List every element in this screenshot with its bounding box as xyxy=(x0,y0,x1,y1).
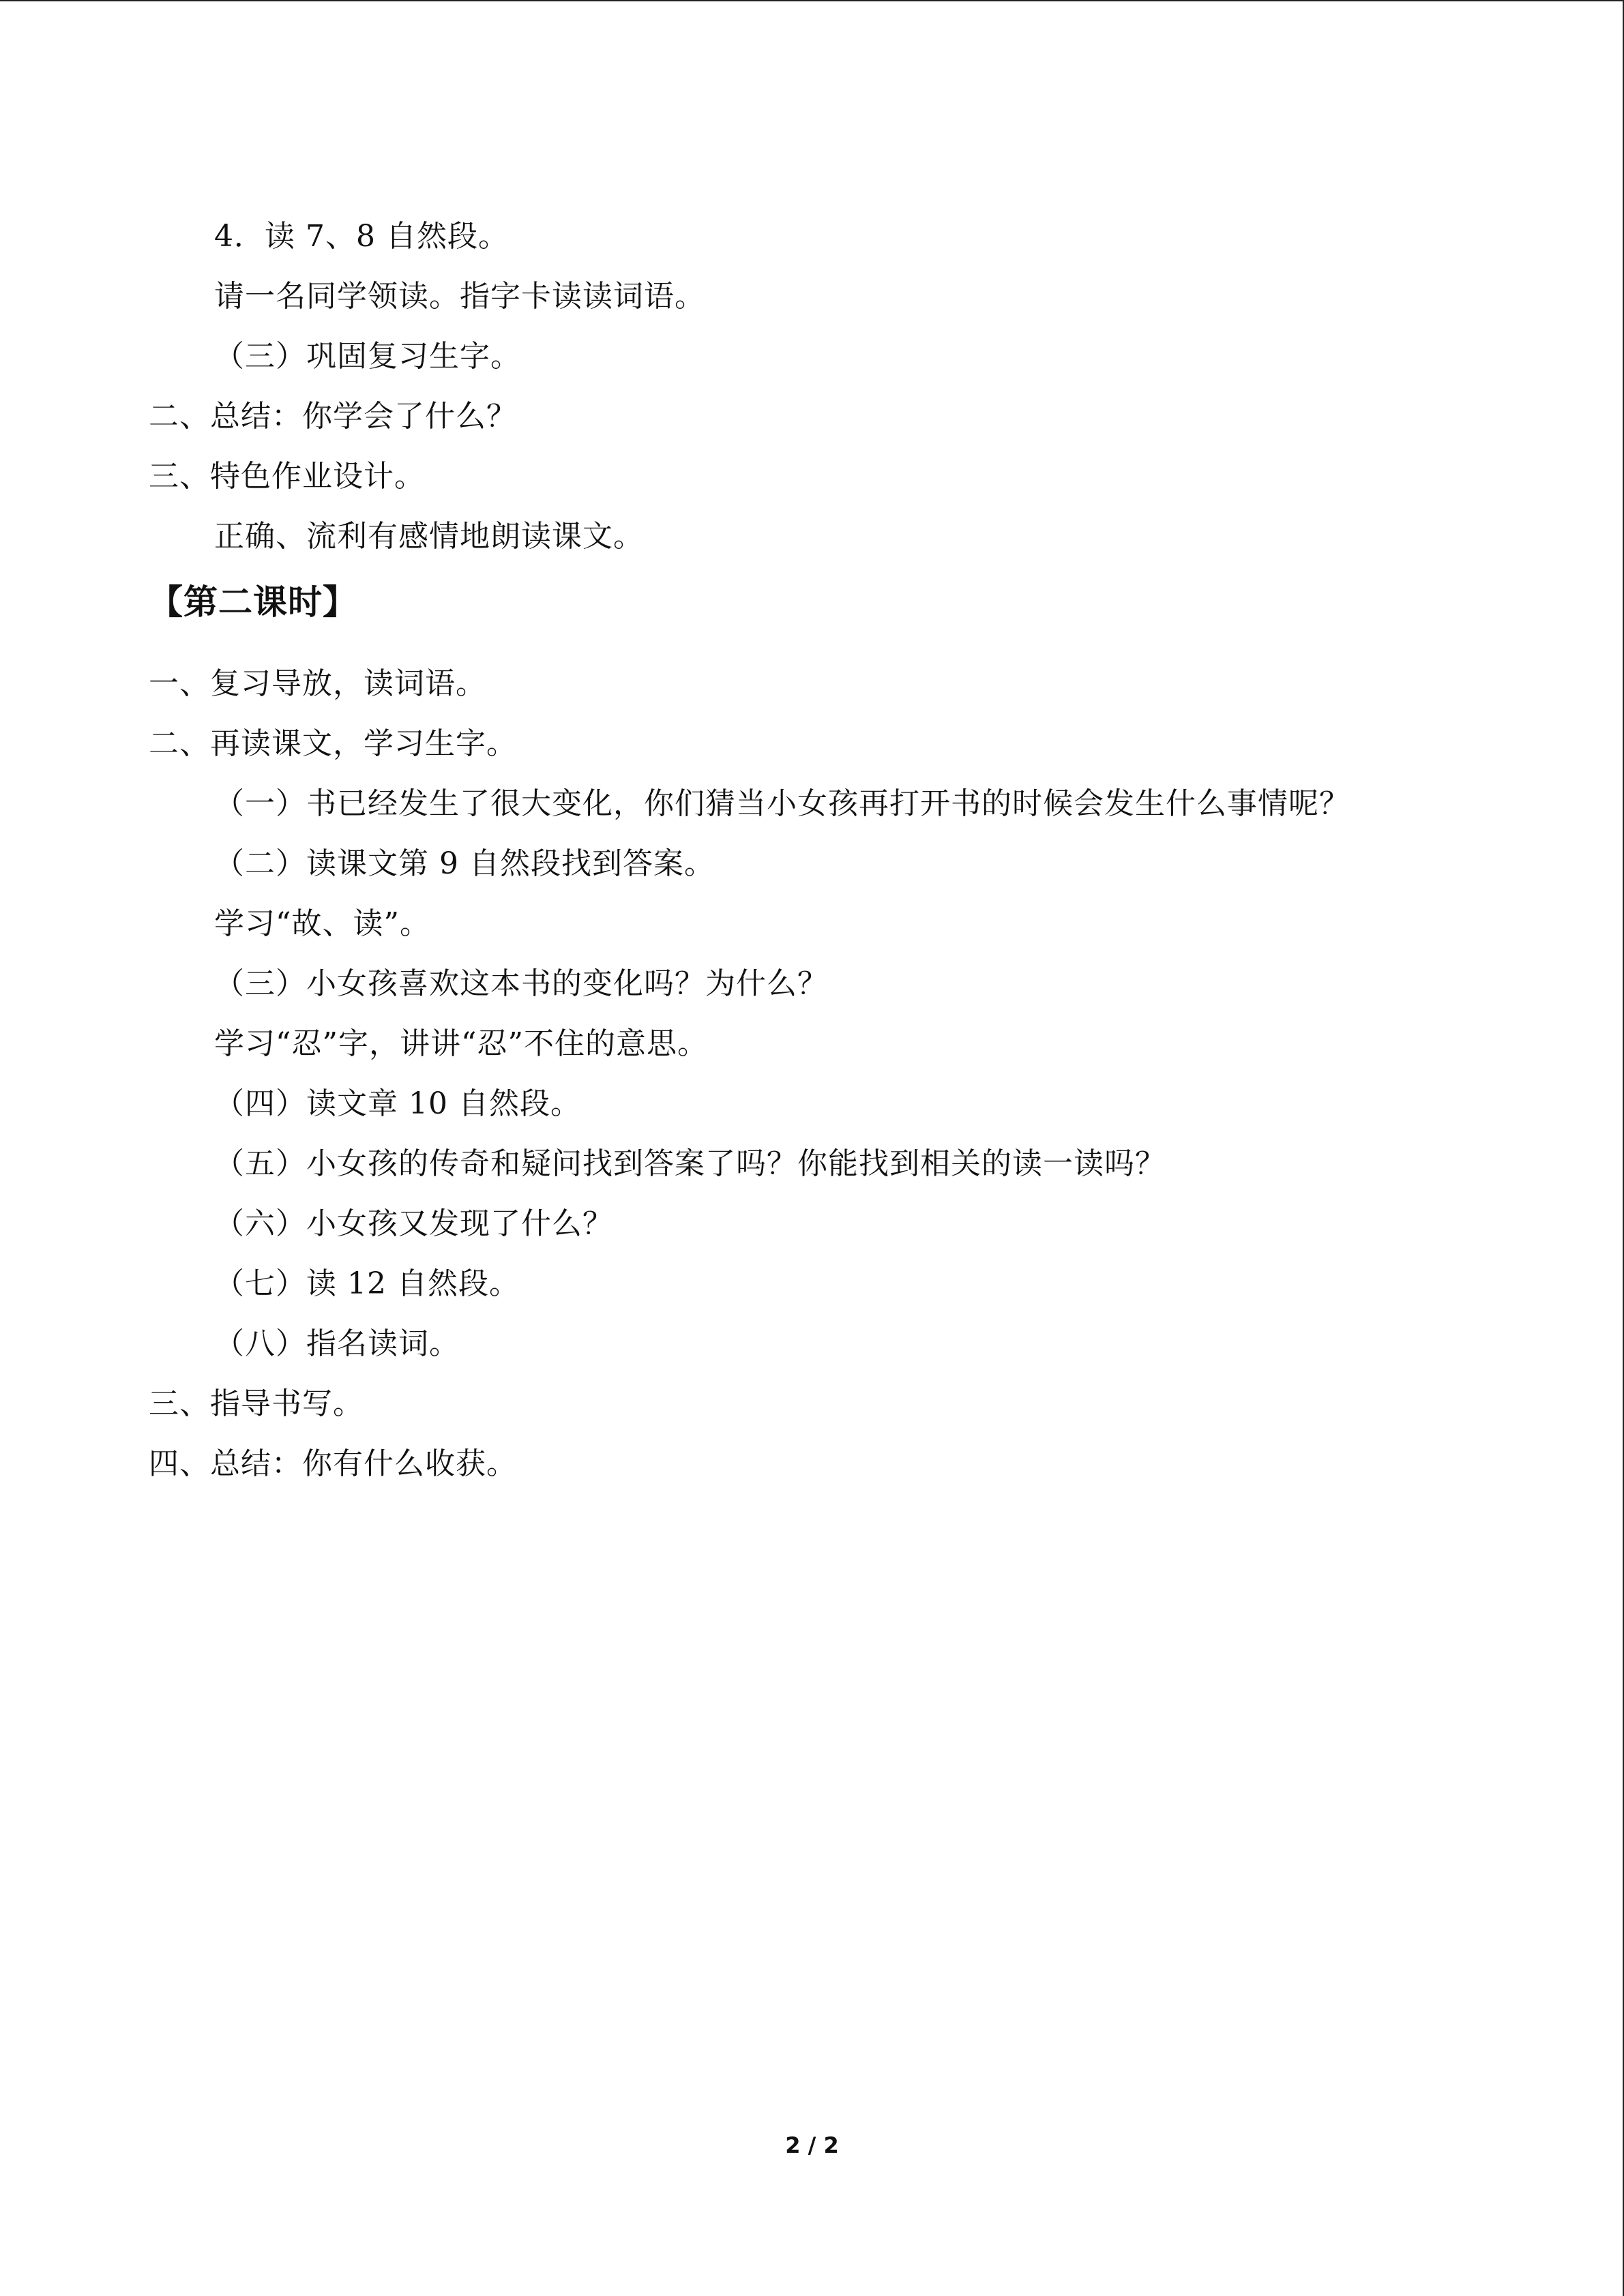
question-two-item: （二）读课文第 9 自然段找到答案。 xyxy=(214,846,715,881)
question-three-item: （三）小女孩喜欢这本书的变化吗？为什么？ xyxy=(214,966,828,1001)
question-four-item: （四）读文章 10 自然段。 xyxy=(214,1086,581,1121)
question-seven-item: （七）读 12 自然段。 xyxy=(214,1266,520,1301)
step-4-read-paragraphs: 4．读 7、8 自然段。 xyxy=(214,219,509,254)
review-vocabulary-item: 一、复习导放，读词语。 xyxy=(149,666,486,701)
question-eight-item: （八）指名读词。 xyxy=(214,1326,460,1361)
summary-item: 二、总结：你学会了什么？ xyxy=(149,399,517,434)
learn-ren-character-note: 学习“忍”字，讲讲“忍”不住的意思。 xyxy=(214,1026,708,1061)
page-number: 2 / 2 xyxy=(785,2132,839,2158)
writing-guidance-item: 三、指导书写。 xyxy=(149,1386,364,1421)
lead-reading-instruction: 请一名同学领读。指字卡读读词语。 xyxy=(214,279,705,314)
section-heading: 【第二课时】 xyxy=(149,582,357,622)
question-five-item: （五）小女孩的传奇和疑问找到答案了吗？你能找到相关的读一读吗？ xyxy=(214,1146,1166,1181)
question-six-item: （六）小女孩又发现了什么？ xyxy=(214,1206,613,1241)
learn-characters-note: 学习“故、读”。 xyxy=(214,906,430,941)
review-characters-item: （三）巩固复习生字。 xyxy=(214,339,521,374)
homework-description: 正确、流利有感情地朗读课文。 xyxy=(214,519,644,554)
final-summary-item: 四、总结：你有什么收获。 xyxy=(149,1446,517,1481)
reread-text-item: 二、再读课文，学习生字。 xyxy=(149,726,517,761)
homework-design-item: 三、特色作业设计。 xyxy=(149,459,425,494)
question-one-item: （一）书已经发生了很大变化，你们猜当小女孩再打开书的时候会发生什么事情呢？ xyxy=(214,786,1350,821)
